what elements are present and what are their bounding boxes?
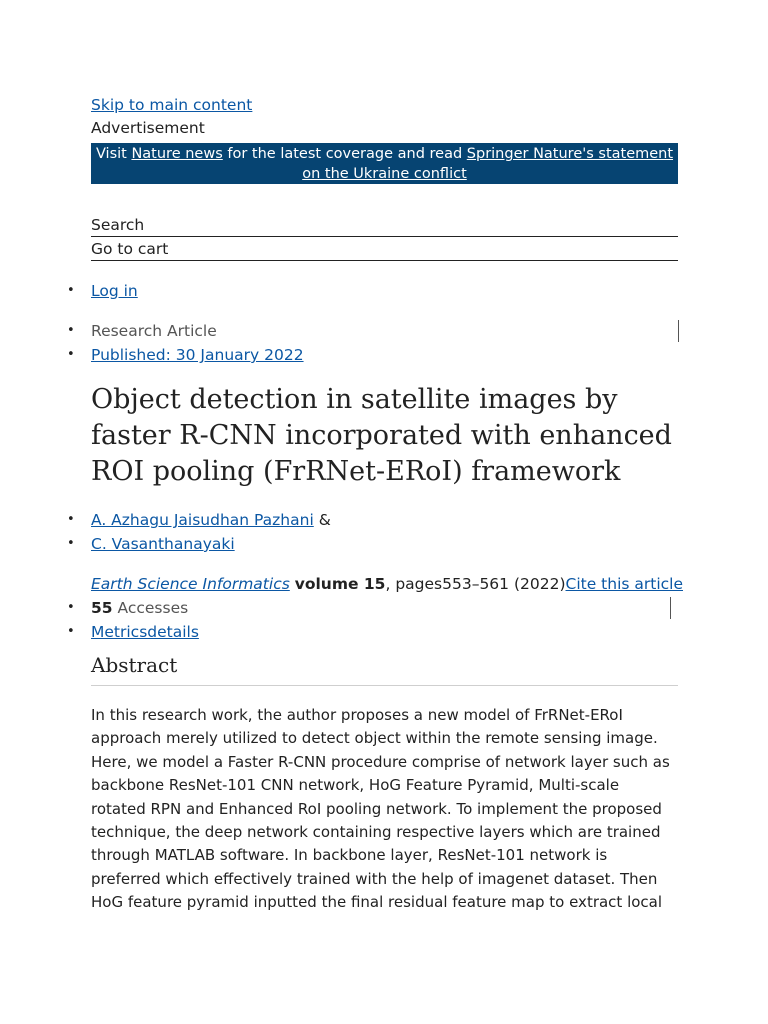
list-item bbox=[91, 510, 331, 534]
account-list bbox=[91, 281, 138, 305]
abstract-body: In this research work, the author proposes a new model of FrRNet-ERoI approach merely utilized to detect object within the remote sensing image. Here, we model a Faster R-CNN procedure comprise of network layer such as backbone ResNet-101 CNN network, HoG Feature Pyramid, Multi-scale rotated RPN and Enhanced RoI pooling network. To implement the proposed technique, the deep network containing respective layers which are trained through MATLAB software. In backbone layer, ResNet-101 network is preferred which effectively trained with the help of imagenet dataset. Then HoG feature pyramid inputted the final residual feature map to extract local bbox=[91, 706, 670, 912]
published-date-link[interactable]: Published: 30 January 2022 bbox=[91, 346, 304, 364]
metrics-details-link[interactable]: Metricsdetails bbox=[91, 623, 199, 641]
list-item bbox=[91, 598, 199, 622]
list-item bbox=[91, 281, 138, 305]
author-link[interactable]: C. Vasanthanayaki bbox=[91, 535, 235, 553]
advertisement-label: Advertisement bbox=[91, 119, 205, 137]
list-item bbox=[91, 321, 678, 345]
author-link[interactable]: A. Azhagu Jaisudhan Pazhani bbox=[91, 511, 314, 529]
divider bbox=[670, 597, 671, 619]
list-item bbox=[91, 534, 331, 558]
citation-line bbox=[91, 575, 683, 593]
nature-news-link[interactable]: Nature news bbox=[131, 146, 223, 162]
ukraine-notice-banner bbox=[91, 143, 678, 184]
accesses-count: 55 bbox=[91, 599, 113, 617]
journal-link[interactable]: Earth Science Informatics bbox=[91, 575, 290, 593]
go-to-cart-button[interactable]: Go to cart bbox=[91, 240, 678, 261]
cite-this-article-link[interactable]: Cite this article bbox=[565, 575, 683, 593]
login-link[interactable]: Log in bbox=[91, 282, 138, 300]
pages-text: , pages553–561 (2022) bbox=[385, 575, 566, 593]
accesses-label: Accesses bbox=[112, 599, 189, 617]
metrics-list bbox=[91, 598, 199, 646]
article-title: Object detection in satellite images by faster R-CNN incorporated with enhanced ROI pooling (FrRNet-ERoI) framework bbox=[91, 384, 672, 487]
list-item bbox=[91, 345, 678, 369]
search-button[interactable]: Search bbox=[91, 216, 678, 237]
divider bbox=[678, 320, 679, 342]
list-item bbox=[91, 622, 199, 646]
authors-list bbox=[91, 510, 331, 558]
article-meta-list bbox=[91, 321, 678, 369]
article-type: Research Article bbox=[91, 322, 217, 340]
banner-middle-text: for the latest coverage and read bbox=[222, 146, 467, 162]
banner-prefix-text: Visit bbox=[95, 146, 132, 162]
volume-label: volume 15 bbox=[294, 575, 386, 593]
skip-to-main-content-link[interactable]: Skip to main content bbox=[91, 96, 253, 114]
springer-statement-link[interactable]: Springer Nature's statement on the Ukraine conflict bbox=[302, 146, 674, 182]
author-separator: & bbox=[313, 511, 331, 529]
abstract-heading: Abstract bbox=[91, 652, 678, 686]
